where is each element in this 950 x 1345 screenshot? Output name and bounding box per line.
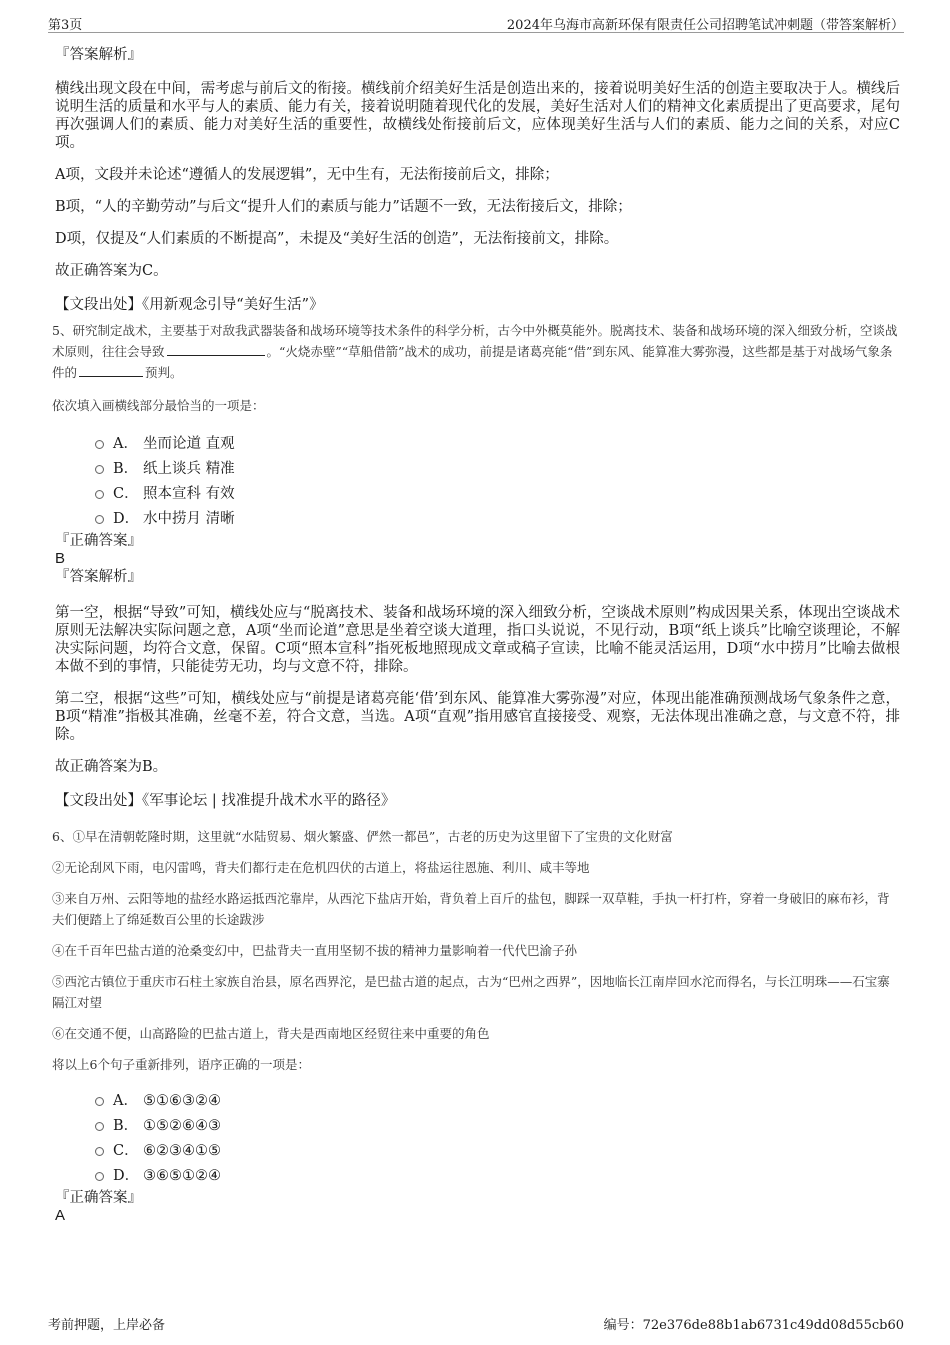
q5-answer: B [55,550,66,567]
option-key: A． [113,436,138,452]
option-key: B． [113,461,139,477]
option-key: D． [113,511,140,527]
option-text: 纸上谈兵 精准 [143,461,235,477]
document-title: 2024年乌海市高新环保有限责任公司招聘笔试冲刺题（带答案解析） [506,18,904,33]
q5-option-b[interactable] [95,457,900,482]
q5-answer-label: 『正确答案』 [55,533,142,549]
q5-conclusion: 故正确答案为B。 [55,759,168,775]
q5-option-a[interactable] [95,432,900,457]
q4-source: 【文段出处】《用新观念引导“美好生活”》 [55,297,324,313]
q5-option-d[interactable] [95,507,900,532]
q5-stem-part2: 。“火烧赤壁”“草船借箭”战术的成功，前提是诸葛亮能“借”到东风、能算准大雾弥漫，这些都是基于对战场气象条件的 [52,344,893,380]
q5-stem-part3: 预判。 [145,365,183,380]
q5-prompt: 依次填入画横线部分最恰当的一项是： [52,398,265,413]
option-text: ③⑥⑤①②④ [143,1168,221,1184]
q5-options [55,432,900,532]
q6-answer-label: 『正确答案』 [55,1190,142,1206]
q5-stem [52,320,900,383]
option-text: 照本宣科 有效 [143,486,235,502]
radio-icon[interactable] [95,515,104,524]
q6-option-b[interactable] [95,1114,900,1139]
option-text: ⑤①⑥③②④ [143,1093,221,1109]
option-text: ①⑤②⑥④③ [143,1118,221,1134]
radio-icon[interactable] [95,440,104,449]
q4-analysis-option-d: D项，仅提及“人们素质的不断提高”，未提及“美好生活的创造”，无法衔接前文，排除。 [55,231,619,247]
q4-analysis-option-a: A项，文段并未论述“遵循人的发展逻辑”，无中生有，无法衔接前后文，排除； [55,167,559,183]
option-key: D． [113,1168,140,1184]
q5-option-c[interactable] [95,482,900,507]
q6-sentence-6: ⑥在交通不便，山高路险的巴盐古道上，背夫是西南地区经贸往来中重要的角色 [52,1026,490,1041]
q6-sentence-3: ③来自万州、云阳等地的盐经水路运抵西沱靠岸，从西沱下盐店开始，背负着上百斤的盐包，脚踩一双草鞋，手执一杆打杵，穿着一身破旧的麻布衫，背夫们便踏上了绵延数百公里的长途跋涉 [52,891,890,927]
option-text: ⑥②③④①⑤ [143,1143,221,1159]
q6-option-d[interactable] [95,1164,900,1189]
radio-icon[interactable] [95,1147,104,1156]
document-id: 编号：72e376de88b1ab6731c49dd08d55cb60 [603,1318,904,1333]
q5-analysis-paragraph-1: 第一空，根据“导致”可知，横线处应与“脱离技术、装备和战场环境的深入细致分析，空谈战术原则”构成因果关系，体现出空谈战术原则无法解决实际问题之意，A项“坐而论道”意思是坐着空谈大道理，指口头说说，不见行动，B项“纸上谈兵”比喻空谈理论，不解决实际问题，均符合文意，保留。C项“照本宣科”指死板地照现成文章或稿子宣读，比喻不能灵活运用，D项“水中捞月”比喻去做根本做不到的事情，只能徒劳无功，均与文意不符，排除。 [55,605,900,675]
q6-sentence-4: ④在千百年巴盐古道的沧桑变幻中，巴盐背夫一直用坚韧不拔的精神力量影响着一代代巴渝子孙 [52,943,578,958]
q4-analysis-label: 『答案解析』 [55,47,142,63]
q6-sentence-2: ②无论刮风下雨，电闪雷鸣，背夫们都行走在危机四伏的古道上，将盐运往恩施、利川、咸丰等地 [52,860,590,875]
q6-sentences [52,826,900,1075]
q4-analysis-option-b: B项，“人的辛勤劳动”与后文“提升人们的素质与能力”话题不一致，无法衔接后文，排除； [55,199,632,215]
q6-prompt: 将以上6个句子重新排列，语序正确的一项是： [52,1057,310,1072]
page-number: 第3页 [48,18,83,33]
radio-icon[interactable] [95,490,104,499]
radio-icon[interactable] [95,1172,104,1181]
q4-conclusion: 故正确答案为C。 [55,263,168,279]
q6-sentence-1: 6、①早在清朝乾隆时期，这里就“水陆贸易、烟火繁盛、俨然一都邑”，古老的历史为这里留下了宝贵的文化财富 [52,829,673,844]
option-key: C． [113,486,139,502]
option-key: C． [113,1143,139,1159]
q6-answer: A [55,1207,66,1224]
q5-blank-1 [167,344,265,356]
q5-stem-part1: 5、研究制定战术，主要基于对敌我武器装备和战场环境等技术条件的科学分析，古今中外概莫能外。脱离技术、装备和战场环境的深入细致分析，空谈战术原则，往往会导致 [52,323,898,359]
option-text: 水中捞月 清晰 [143,511,235,527]
q6-option-a[interactable] [95,1089,900,1114]
page-header [48,12,904,33]
q5-analysis-label: 『答案解析』 [55,569,142,585]
radio-icon[interactable] [95,465,104,474]
q6-options [55,1089,900,1189]
q6-sentence-5: ⑤西沱古镇位于重庆市石柱土家族自治县，原名西界沱，是巴盐古道的起点，古为“巴州之西界”，因地临长江南岸回水沱而得名，与长江明珠——石宝寨隔江对望 [52,974,890,1010]
q4-analysis-paragraph: 横线出现文段在中间，需考虑与前后文的衔接。横线前介绍美好生活是创造出来的，接着说明美好生活的创造主要取决于人。横线后说明生活的质量和水平与人的素质、能力有关，接着说明随着现代化的发展，美好生活对人们的精神文化素质提出了更高要求，尾句再次强调人们的素质、能力对美好生活的重要性，故横线处衔接前后文，应体现美好生活与人们的素质、能力之间的关系，对应C项。 [55,81,900,151]
q6-option-c[interactable] [95,1139,900,1164]
option-text: 坐而论道 直观 [143,436,235,452]
radio-icon[interactable] [95,1097,104,1106]
q5-source: 【文段出处】《军事论坛 | 找准提升战术水平的路径》 [55,793,396,809]
q5-blank-2 [79,365,143,377]
q5-analysis-paragraph-2: 第二空，根据“这些”可知，横线处应与“前提是诸葛亮能‘借’到东风、能算准大雾弥漫”对应，体现出能准确预测战场气象条件之意，B项“精准”指极其准确，丝毫不差，符合文意，当选。A项“直观”指用感官直接接受、观察，无法体现出准确之意，与文意不符，排除。 [55,691,900,743]
footer-slogan: 考前押题，上岸必备 [48,1318,166,1333]
option-key: B． [113,1118,139,1134]
option-key: A． [113,1093,138,1109]
page-content [52,46,900,1233]
radio-icon[interactable] [95,1122,104,1131]
